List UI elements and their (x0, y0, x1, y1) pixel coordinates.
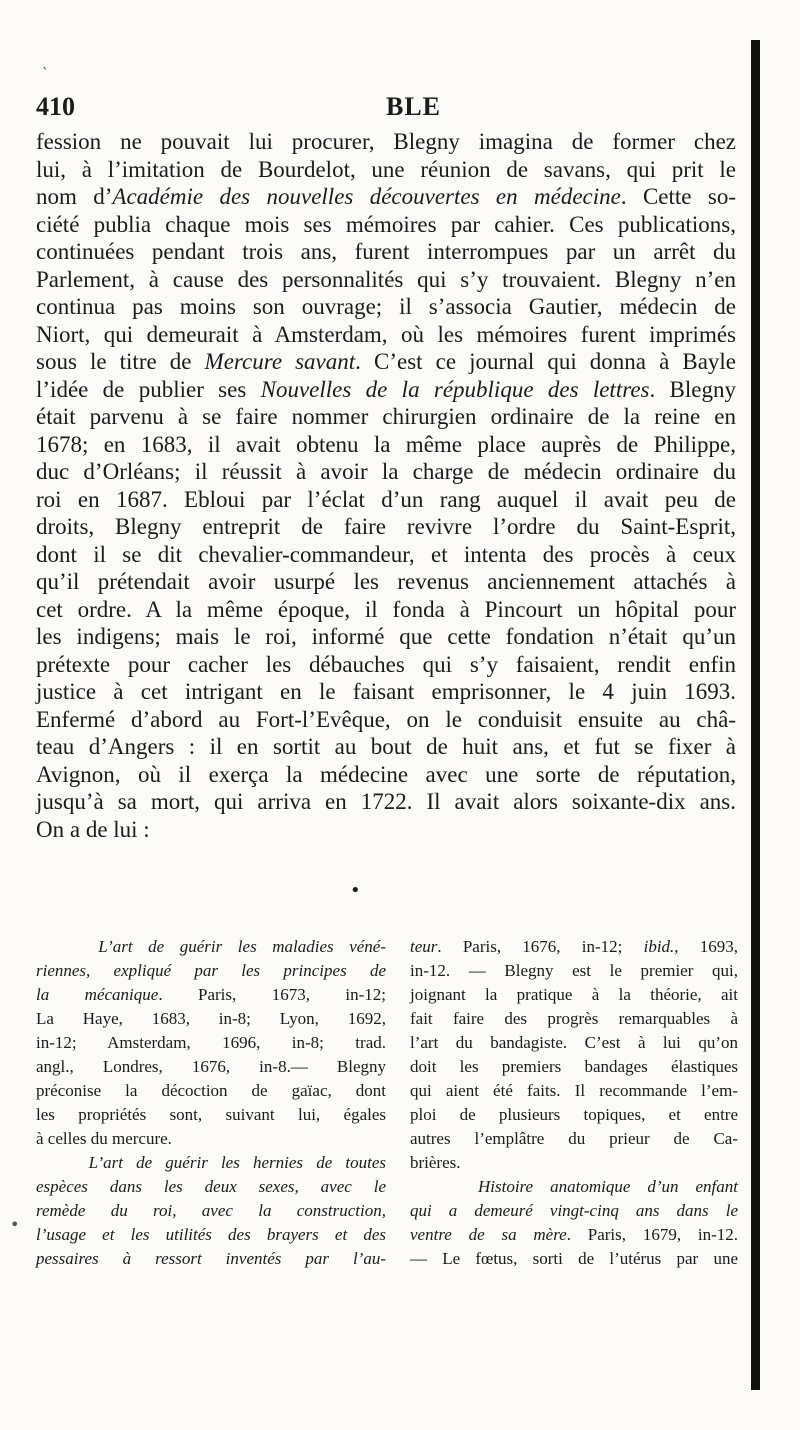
text-run: Enfermé d’abord au Fort-l’Evêque, on le conduisit ensuite au châ- (36, 706, 736, 732)
text-run: Avignon, où il exerça la médecine avec une sorte de réputation, (36, 761, 736, 787)
text-run: in-12. — Blegny est le premier qui, (410, 961, 738, 980)
column-line (36, 1079, 386, 1103)
column-line (410, 1127, 738, 1151)
text-run: , 1693, (674, 937, 739, 956)
text-run: dont il se dit chevalier-commandeur, et intenta des procès à ceux (36, 541, 736, 567)
body-line (36, 788, 736, 816)
italic-text: ventre de sa mère (410, 1225, 567, 1244)
italic-text: la mécanique (36, 985, 159, 1004)
body-line (36, 321, 736, 349)
text-run: qui aient été faits. Il recommande l’em- (410, 1081, 738, 1100)
text-run: 1678; en 1683, il avait obtenu la même place auprès de Philippe, (36, 431, 736, 457)
body-line (36, 238, 736, 266)
bibliography-left-column (36, 935, 386, 1271)
column-line (36, 1151, 386, 1175)
body-line (36, 211, 736, 239)
body-line (36, 486, 736, 514)
text-run: cet ordre. A la même époque, il fonda à Pincourt un hôpital pour (36, 596, 736, 622)
text-run: les indigens; mais le roi, informé que cette fondation n’était qu’un (36, 624, 736, 649)
text-run: duc d’Orléans; il réussit à avoir la charge de médecin ordinaire du (36, 459, 736, 484)
text-run: On a de lui : (36, 816, 150, 842)
text-run (36, 1153, 89, 1172)
body-line (36, 733, 736, 761)
body-line (36, 541, 736, 569)
body-line (36, 293, 736, 321)
bibliography-right-column (410, 935, 738, 1271)
italic-text: pessaires à ressort inventés par l’au- (36, 1249, 386, 1268)
column-line (410, 935, 738, 959)
italic-text: Mercure savant (204, 349, 356, 374)
body-line (36, 458, 736, 486)
text-run: . Paris, 1673, in-12; (158, 985, 387, 1004)
text-run: . Cette so- (620, 184, 736, 209)
column-line (36, 1247, 386, 1271)
body-line (36, 183, 736, 211)
page-header (36, 92, 716, 128)
body-line (36, 376, 736, 404)
column-line (36, 935, 386, 959)
column-line (410, 1151, 738, 1175)
body-line (36, 266, 736, 294)
text-run: . C’est ce journal qui donna à Bayle (355, 349, 736, 374)
text-run: — Le fœtus, sorti de l’utérus par une (410, 1249, 738, 1268)
text-run: nom d’ (36, 184, 113, 209)
text-run: fession ne pouvait lui procurer, Blegny imagina de former chez (36, 129, 736, 154)
article-body (36, 128, 736, 843)
text-run: continua pas moins son ouvrage; il s’associa Gautier, médecin de (36, 294, 736, 319)
body-line (36, 513, 736, 541)
text-run: autres l’emplâtre du prieur de Ca- (410, 1129, 738, 1148)
text-run: continuées pendant trois ans, furent interrompues par un arrêt du (36, 239, 736, 264)
body-line (36, 623, 736, 651)
column-line (410, 983, 738, 1007)
text-run: à celles du mercure. (36, 1129, 172, 1148)
body-line (36, 348, 736, 376)
running-head: BLE (386, 92, 442, 121)
column-line (36, 1055, 386, 1079)
body-line (36, 816, 736, 844)
body-line (36, 761, 736, 789)
italic-text: L’art de guérir les maladies véné- (98, 937, 386, 956)
text-run: justice à cet intrigant en le faisant emprisonner, le 4 juin 1693. (36, 679, 736, 704)
column-line (410, 1055, 738, 1079)
body-line (36, 596, 736, 624)
italic-text: riennes, expliqué par les principes de (36, 961, 386, 980)
text-run: fait faire des progrès remarquables à (410, 1009, 738, 1028)
text-run: prétexte pour cacher les débauches qui s’y faisaient, rendit enfin (36, 651, 736, 677)
column-line (36, 1175, 386, 1199)
column-line (36, 983, 386, 1007)
column-line (410, 1199, 738, 1223)
text-run: qu’il prétendait avoir usurpé les revenus anciennement attachés à (36, 569, 736, 594)
italic-text: l’usage et les utilités des brayers et des (36, 1225, 386, 1244)
column-line (410, 1007, 738, 1031)
text-run: lui, à l’imitation de Bourdelot, une réunion de savans, qui prit le (36, 156, 736, 182)
text-run: préconise la décoction de gaïac, dont (36, 1081, 386, 1100)
text-run: ciété publia chaque mois ses mémoires par cahier. Ces publications, (36, 211, 736, 237)
text-run: . Paris, 1676, in-12; (437, 937, 644, 956)
italic-text: espèces dans les deux sexes, avec le (36, 1177, 386, 1196)
text-run: sous le titre de (36, 349, 205, 374)
text-run (36, 937, 98, 956)
text-run: était parvenu à se faire nommer chirurgien ordinaire de la reine en (36, 404, 736, 429)
text-run (410, 1177, 478, 1196)
margin-mark: • (10, 1215, 20, 1234)
column-line (410, 1103, 738, 1127)
body-line (36, 431, 736, 459)
text-run: . Paris, 1679, in-12. (566, 1225, 738, 1244)
stray-dot: • (350, 880, 361, 901)
column-line (36, 1007, 386, 1031)
text-run: doit les premiers bandages élastiques (410, 1057, 738, 1076)
italic-text: remède du roi, avec la construction, (36, 1201, 386, 1220)
body-line (36, 651, 736, 679)
body-line (36, 128, 736, 156)
column-line (36, 1031, 386, 1055)
column-line (410, 1223, 738, 1247)
column-line (410, 1079, 738, 1103)
page-number: 410 (36, 92, 75, 121)
text-run: les propriétés sont, suivant lui, égales (36, 1105, 386, 1124)
body-line (36, 706, 736, 734)
italic-text: Académie des nouvelles découvertes en médecine (112, 184, 621, 209)
column-line (410, 959, 738, 983)
text-run: angl., Londres, 1676, in-8.— Blegny (36, 1057, 386, 1076)
column-line (410, 1247, 738, 1271)
text-run: droits, Blegny entreprit de faire revivre l’ordre du Saint-Esprit, (36, 514, 736, 539)
italic-text: L’art de guérir les hernies de toutes (88, 1153, 387, 1172)
text-run: roi en 1687. Ebloui par l’éclat d’un rang auquel il avait peu de (36, 486, 736, 512)
italic-text: teur (410, 937, 438, 956)
italic-text: Nouvelles de la république des lettres (260, 376, 650, 402)
text-run: ploi de plusieurs topiques, et entre (410, 1105, 738, 1124)
body-line (36, 568, 736, 596)
column-line (36, 1223, 386, 1247)
body-line (36, 403, 736, 431)
text-run: teau d’Angers : il en sortit au bout de huit ans, et fut se fixer à (36, 734, 736, 759)
column-line (410, 1031, 738, 1055)
scan-mark: ` (42, 66, 49, 82)
column-line (36, 1199, 386, 1223)
column-line (36, 1127, 386, 1151)
body-line (36, 156, 736, 184)
text-run: joignant la pratique à la théorie, ait (410, 985, 738, 1004)
text-run: in-12; Amsterdam, 1696, in-8; trad. (36, 1033, 386, 1052)
text-run: jusqu’à sa mort, qui arriva en 1722. Il avait alors soixante-dix ans. (36, 789, 736, 814)
italic-text: ibid. (643, 937, 675, 956)
italic-text: Histoire anatomique d’un enfant (478, 1177, 739, 1196)
column-line (36, 1103, 386, 1127)
text-run: Parlement, à cause des personnalités qui s’y trouvaient. Blegny n’en (36, 266, 736, 292)
text-run: l’idée de publier ses (36, 376, 261, 402)
text-run: Niort, qui demeurait à Amsterdam, où les mémoires furent imprimés (36, 321, 736, 347)
text-run: La Haye, 1683, in-8; Lyon, 1692, (36, 1009, 386, 1028)
italic-text: qui a demeuré vingt-cinq ans dans le (410, 1201, 738, 1220)
body-line (36, 678, 736, 706)
text-run: brières. (410, 1153, 461, 1172)
column-line (410, 1175, 738, 1199)
text-run: . Blegny (649, 376, 736, 402)
page-edge-shadow (751, 40, 760, 1390)
column-line (36, 959, 386, 983)
text-run: l’art du bandagiste. C’est à lui qu’on (410, 1033, 738, 1052)
